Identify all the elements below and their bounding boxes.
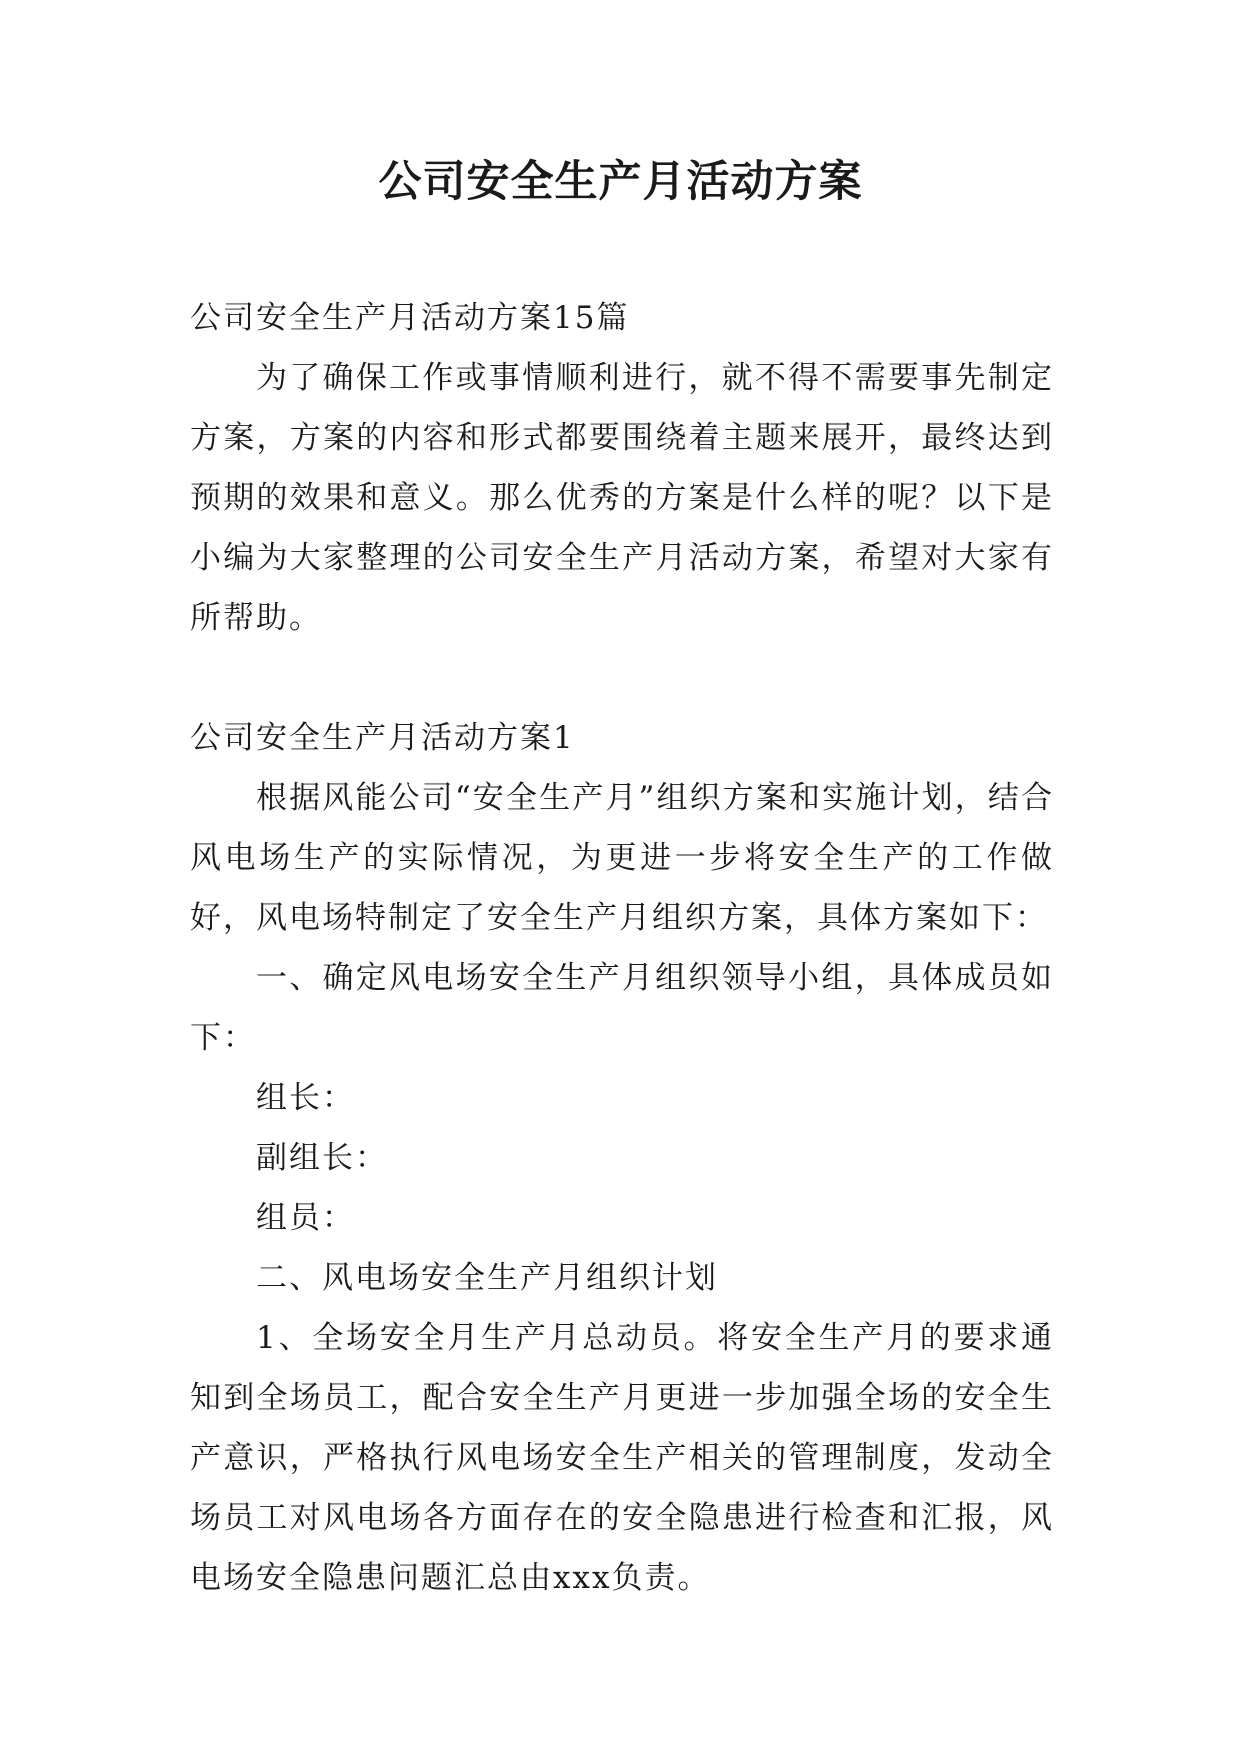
body-paragraph: 1、全场安全月生产月总动员。将安全生产月的要求通知到全场员工，配合安全生产月更进一步加强全场的安全生产意识，严格执行风电场安全生产相关的管理制度，发动全场员工对风电场各方面存在的安全隐患进行检查和汇报，风电场安全隐患问题汇总由xxx负责。	[190, 1320, 1054, 1596]
body-paragraph: 组长：	[256, 1080, 355, 1116]
body-paragraph: 副组长：	[256, 1140, 388, 1176]
section-heading: 公司安全生产月活动方案1	[190, 720, 575, 756]
body-paragraph: 根据风能公司“安全生产月”组织方案和实施计划，结合风电场生产的实际情况，为更进一步将安全生产的工作做好，风电场特制定了安全生产月组织方案，具体方案如下：	[190, 780, 1054, 936]
document-body	[190, 288, 1054, 1608]
subtitle-paragraph: 公司安全生产月活动方案15篇	[190, 300, 630, 336]
intro-paragraph: 为了确保工作或事情顺利进行，就不得不需要事先制定方案，方案的内容和形式都要围绕着主题来展开，最终达到预期的效果和意义。那么优秀的方案是什么样的呢？以下是小编为大家整理的公司安全生产月活动方案，希望对大家有所帮助。	[190, 360, 1054, 636]
body-paragraph: 一、确定风电场安全生产月组织领导小组，具体成员如下：	[190, 960, 1054, 1056]
body-paragraph: 组员：	[256, 1200, 355, 1236]
body-paragraph: 二、风电场安全生产月组织计划	[256, 1260, 718, 1296]
document-title: 公司安全生产月活动方案	[378, 157, 863, 207]
